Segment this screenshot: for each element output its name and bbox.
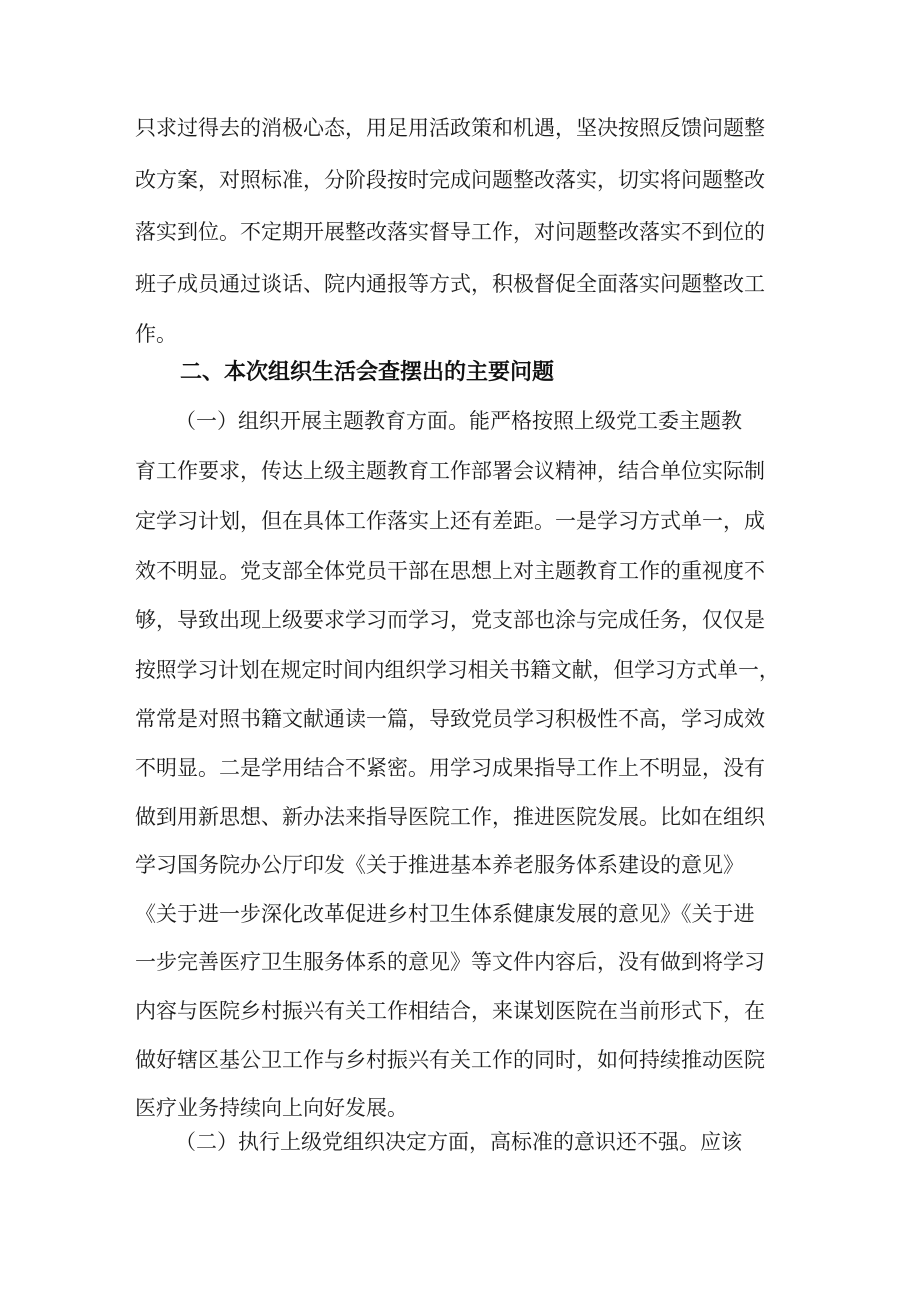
paragraph-line: 育工作要求，传达上级主题教育工作部署会议精神，结合单位实际制 (135, 459, 765, 483)
paragraph-line: 班子成员通过谈话、院内通报等方式，积极督促全面落实问题整改工 (135, 272, 765, 296)
paragraph-line: 落实到位。不定期开展整改落实督导工作，对问题整改落实不到位的 (135, 220, 765, 244)
paragraph-line: 一步完善医疗卫生服务体系的意见》等文件内容后，没有做到将学习 (135, 950, 765, 974)
paragraph-line: 改方案，对照标准，分阶段按时完成问题整改落实，切实将问题整改 (135, 168, 765, 192)
paragraph-line: 做到用新思想、新办法来指导医院工作，推进医院发展。比如在组织 (135, 805, 765, 829)
paragraph-line: 学习国务院办公厅印发《关于推进基本养老服务体系建设的意见》 (135, 853, 744, 877)
paragraph-line: 不明显。二是学用结合不紧密。用学习成果指导工作上不明显，没有 (135, 756, 765, 780)
paragraph-line: 内容与医院乡村振兴有关工作相结合，来谋划医院在当前形式下，在 (135, 999, 765, 1023)
paragraph-line: 按照学习计划在规定时间内组织学习相关书籍文献，但学习方式单一， (135, 658, 780, 682)
paragraph-line: （二）执行上级党组织决定方面，高标准的意识还不强。应该 (175, 1130, 742, 1154)
paragraph-line: 只求过得去的消极心态，用足用活政策和机遇，坚决按照反馈问题整 (135, 116, 765, 140)
paragraph-line: 《关于进一步深化改革促进乡村卫生体系健康发展的意见》《关于进 (135, 902, 755, 926)
paragraph-line: （一）组织开展主题教育方面。能严格按照上级党工委主题教 (175, 409, 742, 433)
paragraph-line: 够，导致出现上级要求学习而学习，党支部也涂与完成任务，仅仅是 (135, 608, 765, 632)
paragraph-line: 医疗业务持续向上向好发展。 (135, 1096, 408, 1120)
paragraph-line: 效不明显。党支部全体党员干部在思想上对主题教育工作的重视度不 (135, 559, 765, 583)
paragraph-line: 常常是对照书籍文献通读一篇，导致党员学习积极性不高，学习成效 (135, 707, 765, 731)
paragraph-line: 定学习计划，但在具体工作落实上还有差距。一是学习方式单一，成 (135, 509, 765, 533)
section-heading: 二、本次组织生活会查摆出的主要问题 (180, 360, 555, 385)
paragraph-line: 做好辖区基公卫工作与乡村振兴有关工作的同时，如何持续推动医院 (135, 1048, 765, 1072)
paragraph-line: 作。 (135, 322, 177, 346)
